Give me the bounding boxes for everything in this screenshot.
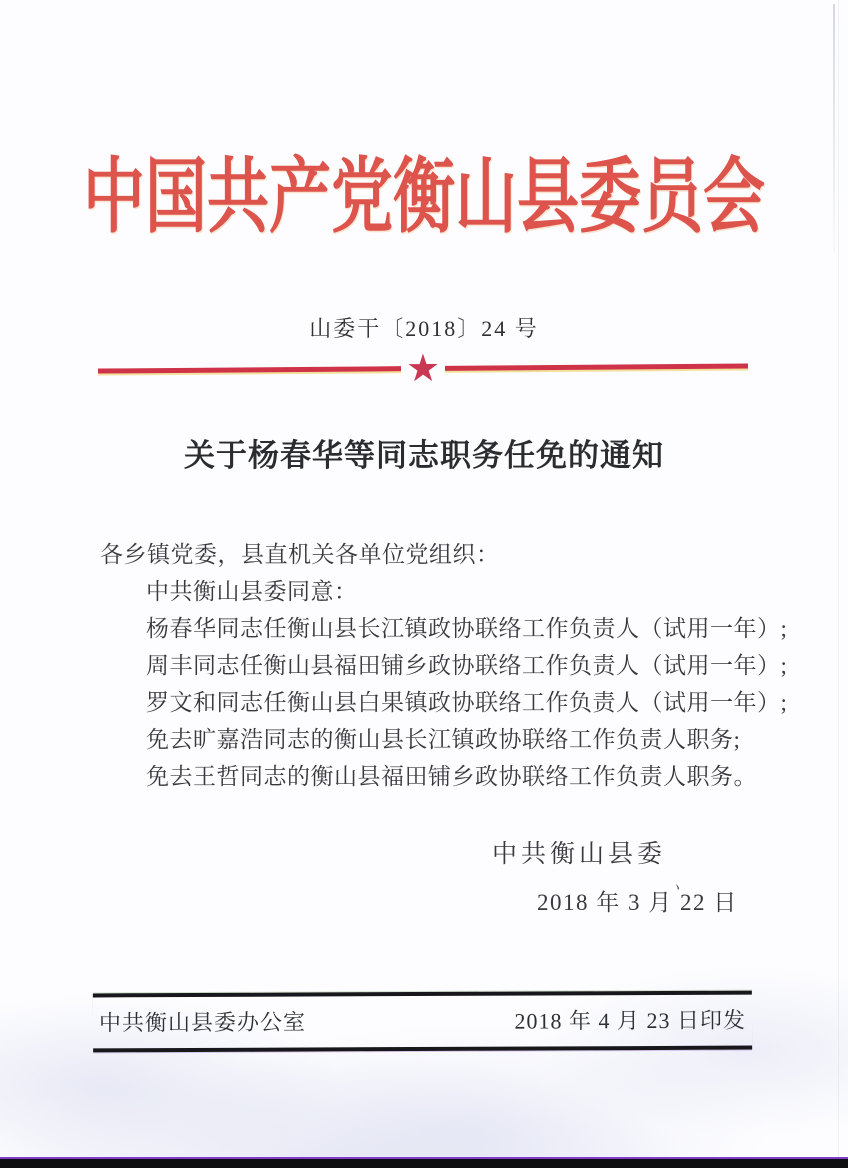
body-paragraph: 免去旷嘉浩同志的衡山县长江镇政协联络工作负责人职务; [146,727,741,752]
body-paragraph: 罗文和同志任衡山县白果镇政协联络工作负责人（试用一年）; [146,690,788,715]
body-paragraph: 周丰同志任衡山县福田铺乡政协联络工作负责人（试用一年）; [146,653,788,678]
red-rule-right-segment [445,363,748,370]
scanner-bed-edge [0,1157,848,1168]
footer-issuing-office: 中共衡山县委办公室 [98,1009,307,1036]
footer-print-date: 2018 年 4 月 23 日印发 [514,1007,747,1034]
body-paragraph: 中共衡山县委同意： [146,579,358,604]
document-title: 关于杨春华等同志职务任免的通知 [184,438,664,473]
paper-edge-shadow [833,4,835,254]
body-paragraph: 杨春华同志任衡山县长江镇政协联络工作负责人（试用一年）; [146,616,788,641]
signature-block [0,834,848,917]
paper-edge-shadow-long [838,0,839,1168]
document-body [100,536,788,795]
red-divider-rule [98,345,748,390]
salutation-line: 各乡镇党委，县直机关各单位党组织： [100,542,500,567]
footer-colophon [93,991,752,1053]
issuing-authority-title: 中国共产党衡山县委员会 [82,153,765,244]
document-reference-number: 山委干〔2018〕24 号 [309,316,539,341]
signature-date: 2018 年 3 月 22 日 [537,890,738,915]
red-rule-left-segment [98,366,401,373]
signature-organization: 中共衡山县委 [492,841,667,868]
stray-scan-mark: 、 [673,871,697,897]
body-paragraph: 免去王哲同志的衡山县福田铺乡政协联络工作负责人职务。 [146,764,757,789]
